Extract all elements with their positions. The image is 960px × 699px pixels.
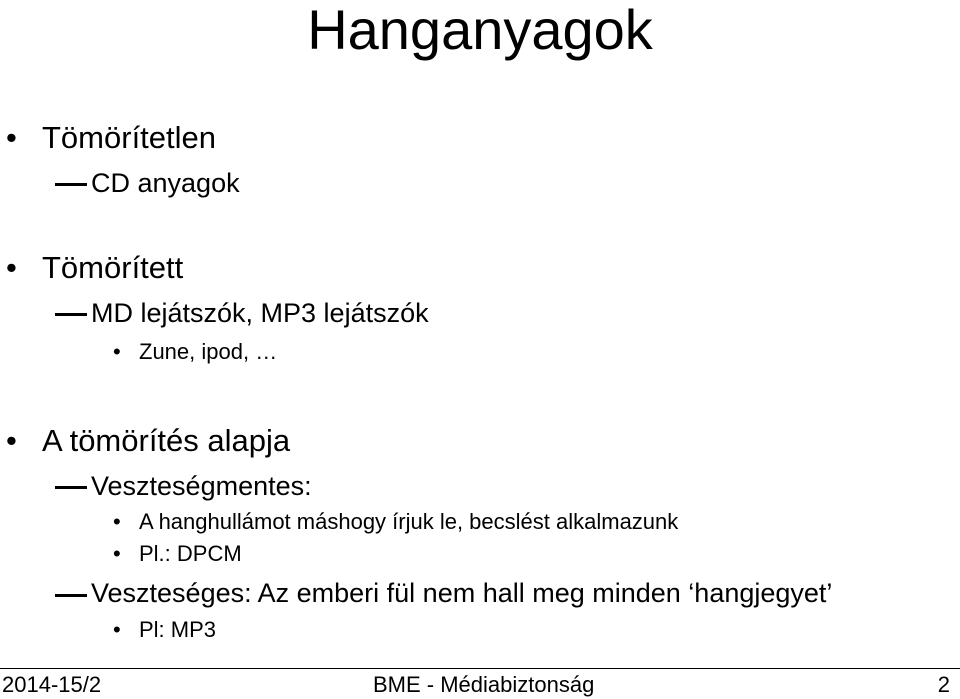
bullet-level3-dpcm: Pl.: DPCM (139, 541, 242, 566)
slide-title (0, 0, 960, 60)
footer-course: BME - Médiabiztonság (373, 672, 595, 697)
bullet-level3-mp3: Pl: MP3 (139, 617, 217, 642)
bullet-icon: • (113, 339, 121, 364)
bullet-icon: • (113, 617, 121, 642)
bullet-level2-players: MD lejátszók, MP3 lejátszók (91, 298, 429, 328)
bullet-level2-lossy: Veszteséges: Az emberi fül nem hall meg minden ‘hangjegyet’ (91, 578, 833, 608)
footer-page-number: 2 (937, 672, 950, 697)
bullet-level3-waveform: A hanghullámot máshogy írjuk le, becslést alkalmazunk (139, 509, 679, 534)
slide-title-text: Hanganyagok (307, 0, 653, 61)
dash-icon (55, 486, 87, 489)
bullet-icon: • (113, 541, 121, 566)
dash-icon (55, 594, 87, 597)
bullet-level1-uncompressed: Tömörítetlen (42, 120, 217, 155)
bullet-icon: • (6, 423, 17, 458)
slide-footer (0, 668, 960, 699)
dash-icon (55, 183, 87, 186)
bullet-level1-basis: A tömörítés alapja (42, 423, 291, 458)
bullet-level1-compressed: Tömörített (42, 250, 184, 285)
dash-icon (55, 313, 87, 316)
footer-date: 2014-15/2 (2, 672, 102, 697)
bullet-icon: • (113, 509, 121, 534)
bullet-level2-lossless: Veszteségmentes: (91, 471, 312, 501)
bullet-icon: • (6, 120, 17, 155)
bullet-level2-cd: CD anyagok (91, 168, 240, 198)
bullet-level3-devices: Zune, ipod, … (139, 339, 278, 364)
bullet-icon: • (6, 250, 17, 285)
